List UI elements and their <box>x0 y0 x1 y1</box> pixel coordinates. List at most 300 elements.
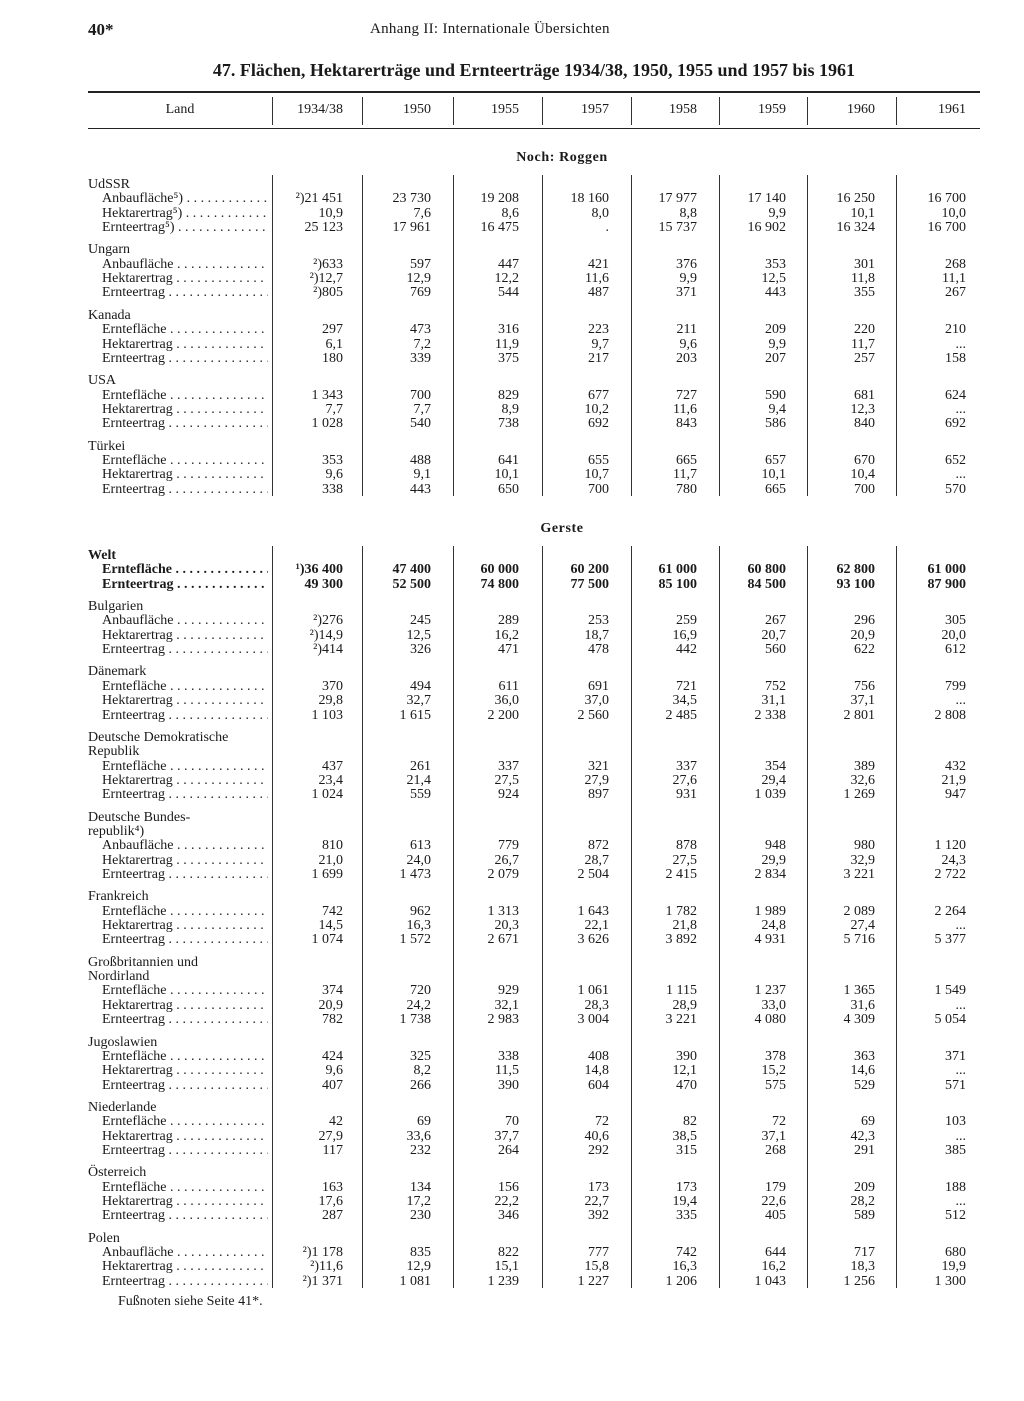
table-cell: ... <box>955 693 966 709</box>
table-cell: 27,5 <box>672 852 697 868</box>
table-cell: 163 <box>322 1179 343 1195</box>
table-cell: 12,5 <box>406 627 431 643</box>
table-cell: 980 <box>854 838 875 854</box>
table-cell: 1 615 <box>399 707 431 723</box>
table-cell: 471 <box>498 642 519 658</box>
table-cell: 12,2 <box>494 271 519 287</box>
table-cell: 8,6 <box>501 205 519 221</box>
table-cell: ... <box>955 918 966 934</box>
table-cell: 652 <box>945 452 966 468</box>
header-column-divider <box>362 97 363 125</box>
table-cell: 85 100 <box>658 576 697 592</box>
table-cell: 22,7 <box>584 1194 609 1209</box>
table-cell: 677 <box>588 387 609 403</box>
table-cell: 2 079 <box>487 867 519 882</box>
country-name: Ungarn <box>88 242 130 258</box>
table-cell: 24,8 <box>761 918 786 934</box>
table-cell: 2 671 <box>487 932 519 948</box>
table-cell: 21,8 <box>672 918 697 934</box>
table-cell: 843 <box>676 416 697 432</box>
table-cell: 42,3 <box>850 1128 875 1144</box>
table-cell: 389 <box>854 758 875 774</box>
table-cell: 1 024 <box>311 787 343 803</box>
row-label: Erntefläche . . . <box>102 1049 268 1065</box>
table-cell: ... <box>955 336 966 352</box>
table-cell: 23 730 <box>392 191 431 207</box>
table-cell: 253 <box>588 613 609 629</box>
header-column-divider <box>719 97 720 125</box>
table-cell: 10,9 <box>318 205 343 221</box>
row-label: Hektarertrag . . . <box>102 337 268 353</box>
column-head-year: 1934/38 <box>297 102 343 117</box>
table-cell: 692 <box>945 416 966 432</box>
table-cell: ... <box>955 1063 966 1079</box>
table-cell: 8,2 <box>413 1063 431 1079</box>
row-label: Hektarertrag . . . <box>102 271 268 287</box>
table-cell: 540 <box>410 416 431 432</box>
table-cell: 2 089 <box>843 903 875 919</box>
table-cell: 641 <box>498 452 519 468</box>
table-cell: 9,4 <box>768 401 786 417</box>
table-cell: 27,9 <box>318 1128 343 1144</box>
table-cell: 315 <box>676 1142 697 1158</box>
row-label: Ernteertrag . . . <box>102 932 268 948</box>
table-cell: 8,8 <box>679 205 697 221</box>
table-cell: 3 221 <box>843 867 875 882</box>
table-cell: 346 <box>498 1208 519 1224</box>
table-cell: 700 <box>410 387 431 403</box>
table-cell: 188 <box>945 1179 966 1195</box>
column-head-land: Land <box>165 102 195 117</box>
table-cell: 2 485 <box>665 707 697 723</box>
table-cell: 17 961 <box>392 220 431 236</box>
table-cell: 405 <box>765 1208 786 1224</box>
table-cell: 835 <box>410 1245 431 1261</box>
table-cell: 26,7 <box>494 852 519 868</box>
table-cell: 924 <box>498 787 519 803</box>
table-cell: 72 <box>772 1114 786 1130</box>
table-cell: 5 377 <box>934 932 966 948</box>
row-label: Ernteertrag . . . <box>102 642 268 658</box>
table-cell: ¹)36 400 <box>295 562 343 578</box>
table-cell: 11,7 <box>673 467 697 483</box>
country-name: Welt <box>88 548 116 563</box>
table-cell: 488 <box>410 452 431 468</box>
table-cell: 259 <box>676 613 697 629</box>
table-cell: ... <box>955 1194 966 1209</box>
row-label: Ernteertrag . . . <box>102 787 268 803</box>
table-cell: 134 <box>410 1179 431 1195</box>
table-cell: 437 <box>322 758 343 774</box>
country-name: Jugoslawien <box>88 1034 158 1050</box>
table-cell: 756 <box>854 678 875 694</box>
table-cell: 62 800 <box>836 562 875 578</box>
row-label: Hektarertrag . . . <box>102 998 268 1014</box>
table-cell: 22,2 <box>494 1194 519 1209</box>
table-cell: 7,6 <box>413 205 431 221</box>
column-divider <box>719 175 720 496</box>
table-cell: ... <box>955 467 966 483</box>
table-cell: 727 <box>676 387 697 403</box>
row-label: Hektarertrag . . . <box>102 1063 268 1079</box>
table-cell: 742 <box>322 903 343 919</box>
table-cell: 1 081 <box>399 1273 431 1289</box>
row-label: Hektarertrag . . . <box>102 1194 268 1210</box>
table-cell: 29,9 <box>761 852 786 868</box>
table-cell: 354 <box>765 758 786 774</box>
table-cell: 268 <box>765 1142 786 1158</box>
row-label: Erntefläche . . . <box>102 904 268 920</box>
table-cell: 665 <box>676 452 697 468</box>
table-cell: 11,9 <box>495 336 519 352</box>
table-cell: 297 <box>322 322 343 338</box>
table-cell: 9,6 <box>325 467 343 483</box>
running-head: Anhang II: Internationale Übersichten <box>370 21 610 37</box>
table-cell: 93 100 <box>836 576 875 592</box>
row-label: Hektarertrag . . . <box>102 402 268 418</box>
table-cell: 10,1 <box>850 205 875 221</box>
country-name: Großbritannien und <box>88 954 199 970</box>
table-cell: 390 <box>498 1077 519 1093</box>
table-cell: ²)12,7 <box>309 271 343 287</box>
table-cell: 376 <box>676 256 697 272</box>
table-cell: 37,1 <box>761 1128 786 1144</box>
table-cell: 1 643 <box>577 903 609 919</box>
table-cell: 447 <box>498 256 519 272</box>
table-cell: 12,9 <box>406 1259 431 1275</box>
table-cell: 424 <box>322 1048 343 1064</box>
table-cell: 16,9 <box>672 627 697 643</box>
table-cell: 12,1 <box>672 1063 697 1079</box>
table-cell: 363 <box>854 1048 875 1064</box>
table-cell: 220 <box>854 322 875 338</box>
table-cell: 655 <box>588 452 609 468</box>
table-cell: 2 808 <box>934 707 966 723</box>
row-label: Erntefläche . . . <box>102 388 268 404</box>
table-cell: 721 <box>676 678 697 694</box>
table-cell: 544 <box>498 285 519 301</box>
table-cell: 442 <box>676 642 697 658</box>
table-cell: 31,1 <box>761 693 786 709</box>
table-cell: 18,3 <box>850 1259 875 1275</box>
table-cell: 378 <box>765 1048 786 1064</box>
table-cell: 1 043 <box>754 1273 786 1289</box>
table-cell: 10,2 <box>584 401 609 417</box>
table-cell: 1 699 <box>311 867 343 882</box>
row-label: Hektarertrag⁵) . . . <box>102 206 268 222</box>
table-cell: 3 626 <box>577 932 609 948</box>
table-cell: 1 549 <box>934 983 966 999</box>
table-cell: 10,4 <box>850 467 875 483</box>
table-cell: 6,1 <box>325 336 343 352</box>
country-name: USA <box>88 373 117 389</box>
header-column-divider <box>453 97 454 125</box>
table-cell: 810 <box>322 838 343 854</box>
table-cell: ... <box>955 401 966 417</box>
table-cell: 32,9 <box>850 852 875 868</box>
table-cell: 266 <box>410 1077 431 1093</box>
table-cell: 2 504 <box>577 867 609 882</box>
table-cell: 2 834 <box>754 867 786 882</box>
table-cell: . <box>605 220 609 236</box>
table-cell: 5 054 <box>934 1012 966 1028</box>
table-cell: ²)1 178 <box>302 1245 343 1261</box>
table-cell: 156 <box>498 1179 519 1195</box>
country-name: Deutsche Bundes- <box>88 809 191 825</box>
table-cell: 11,6 <box>673 401 697 417</box>
table-cell: 230 <box>410 1208 431 1224</box>
table-cell: 245 <box>410 613 431 629</box>
table-cell: 20,9 <box>850 627 875 643</box>
row-label: Erntefläche . . . <box>102 453 268 469</box>
section-title: Noch: Roggen <box>516 150 608 165</box>
table-cell: 1 103 <box>311 707 343 723</box>
table-cell: 32,6 <box>850 772 875 788</box>
table-cell: 17 977 <box>658 191 697 207</box>
table-cell: 21,9 <box>941 772 966 788</box>
table-cell: 37,1 <box>850 693 875 709</box>
row-label: Ernteertrag . . . <box>102 1078 268 1094</box>
table-cell: 264 <box>498 1142 519 1158</box>
row-label: Ernteertrag . . . <box>102 482 268 498</box>
table-cell: 7,2 <box>413 336 431 352</box>
table-cell: 16 902 <box>747 220 786 236</box>
table-cell: 77 500 <box>570 576 609 592</box>
table-cell: 2 338 <box>754 707 786 723</box>
table-cell: ²)805 <box>313 285 343 301</box>
table-cell: 470 <box>676 1077 697 1093</box>
row-label: Hektarertrag . . . <box>102 1129 268 1145</box>
table-cell: 4 931 <box>754 932 786 948</box>
table-cell: 407 <box>322 1077 343 1093</box>
country-name: Bulgarien <box>88 599 144 615</box>
table-cell: 69 <box>417 1114 431 1130</box>
table-cell: 752 <box>765 678 786 694</box>
table-cell: 82 <box>683 1114 697 1130</box>
header-rule-bottom <box>88 128 980 129</box>
table-cell: 9,9 <box>768 336 786 352</box>
table-cell: 34,5 <box>672 693 697 709</box>
table-cell: 257 <box>854 350 875 366</box>
column-head-year: 1958 <box>669 102 697 117</box>
table-cell: 779 <box>498 838 519 854</box>
header-column-divider <box>272 97 273 125</box>
table-cell: 22,1 <box>584 918 609 934</box>
column-divider <box>631 175 632 496</box>
table-cell: 1 738 <box>399 1012 431 1028</box>
table-cell: 16,2 <box>494 627 519 643</box>
table-cell: 103 <box>945 1114 966 1130</box>
table-cell: 47 400 <box>392 562 431 578</box>
table-cell: 337 <box>498 758 519 774</box>
country-name: Österreich <box>88 1165 147 1181</box>
table-cell: 61 000 <box>927 562 966 578</box>
table-cell: 2 415 <box>665 867 697 882</box>
table-cell: 37,0 <box>584 693 609 709</box>
row-label: Anbaufläche . . . <box>102 1245 268 1261</box>
table-cell: 173 <box>588 1179 609 1195</box>
table-cell: 16 324 <box>836 220 875 236</box>
table-cell: 18 160 <box>570 191 609 207</box>
table-cell: 644 <box>765 1245 786 1261</box>
table-cell: 947 <box>945 787 966 803</box>
header-column-divider <box>807 97 808 125</box>
table-cell: ²)21 451 <box>295 191 343 207</box>
column-divider <box>807 175 808 496</box>
table-cell: 1 237 <box>754 983 786 999</box>
table-cell: 11,7 <box>851 336 875 352</box>
table-cell: 23,4 <box>318 772 343 788</box>
table-cell: 209 <box>854 1179 875 1195</box>
table-cell: 742 <box>676 1245 697 1261</box>
row-label: Ernteertrag . . . <box>102 351 268 367</box>
table-cell: 16 700 <box>927 220 966 236</box>
row-label: Ernteertrag . . . <box>102 1012 268 1028</box>
table-cell: ²)633 <box>313 256 343 272</box>
table-cell: 33,0 <box>761 997 786 1013</box>
table-cell: 268 <box>945 256 966 272</box>
column-divider <box>719 546 720 1288</box>
table-cell: 19,4 <box>672 1194 697 1209</box>
country-name: Niederlande <box>88 1099 157 1115</box>
table-cell: 1 206 <box>665 1273 697 1289</box>
table-cell: 338 <box>322 481 343 497</box>
row-label: Ernteertrag . . . <box>102 867 268 883</box>
table-cell: 179 <box>765 1179 786 1195</box>
table-cell: 353 <box>765 256 786 272</box>
row-label: Anbaufläche . . . <box>102 838 268 854</box>
table-cell: 2 801 <box>843 707 875 723</box>
table-cell: 74 800 <box>480 576 519 592</box>
column-divider <box>896 175 897 496</box>
table-cell: 20,0 <box>941 627 966 643</box>
row-label: Ernteertrag . . . <box>102 285 268 301</box>
column-head-year: 1957 <box>581 102 609 117</box>
table-cell: 16,3 <box>672 1259 697 1275</box>
table-cell: 60 200 <box>570 562 609 578</box>
column-divider <box>272 546 273 1288</box>
table-cell: 3 221 <box>665 1012 697 1028</box>
table-cell: 780 <box>676 481 697 497</box>
table-cell: 650 <box>498 481 519 497</box>
table-cell: 49 300 <box>304 576 343 592</box>
country-name: Türkei <box>88 438 126 454</box>
table-cell: 9,9 <box>768 205 786 221</box>
header-column-divider <box>896 97 897 125</box>
table-cell: 10,1 <box>761 467 786 483</box>
table-cell: 512 <box>945 1208 966 1224</box>
table-title: 47. Flächen, Hektarerträge und Ernteerträge 1934/38, 1950, 1955 und 1957 bis 1961 <box>212 60 856 80</box>
table-cell: 14,6 <box>850 1063 875 1079</box>
row-label: Ernteertrag . . . <box>102 1143 268 1159</box>
table-cell: 17,2 <box>406 1194 431 1209</box>
row-label: Anbaufläche . . . <box>102 257 268 273</box>
table-cell: 1 365 <box>843 983 875 999</box>
table-cell: 18,7 <box>584 627 609 643</box>
row-label: Erntefläche . . . <box>102 1180 268 1196</box>
table-cell: 590 <box>765 387 786 403</box>
table-cell: 223 <box>588 322 609 338</box>
table-cell: 777 <box>588 1245 609 1261</box>
table-cell: 604 <box>588 1077 609 1093</box>
table-cell: 612 <box>945 642 966 658</box>
table-cell: 3 004 <box>577 1012 609 1028</box>
table-cell: 4 080 <box>754 1012 786 1028</box>
column-divider <box>453 546 454 1288</box>
table-cell: 738 <box>498 416 519 432</box>
table-cell: 931 <box>676 787 697 803</box>
table-cell: 494 <box>410 678 431 694</box>
table-cell: 267 <box>765 613 786 629</box>
table-cell: 897 <box>588 787 609 803</box>
table-cell: 611 <box>498 678 519 694</box>
row-label: Hektarertrag . . . <box>102 853 268 869</box>
table-cell: 1 256 <box>843 1273 875 1289</box>
table-cell: 720 <box>410 983 431 999</box>
table-cell: 691 <box>588 678 609 694</box>
table-cell: 32,7 <box>406 693 431 709</box>
table-cell: 11,6 <box>585 271 609 287</box>
table-cell: 624 <box>945 387 966 403</box>
column-head-year: 1961 <box>938 102 966 117</box>
column-divider <box>542 546 543 1288</box>
row-label: Hektarertrag . . . <box>102 1259 268 1275</box>
table-cell: 692 <box>588 416 609 432</box>
table-cell: 529 <box>854 1077 875 1093</box>
table-cell: 16,2 <box>761 1259 786 1275</box>
column-divider <box>362 175 363 496</box>
table-cell: 700 <box>588 481 609 497</box>
table-cell: 9,6 <box>679 336 697 352</box>
table-cell: 24,0 <box>406 852 431 868</box>
table-cell: 14,5 <box>318 918 343 934</box>
table-cell: 622 <box>854 642 875 658</box>
table-cell: 8,9 <box>501 401 519 417</box>
table-cell: 16 250 <box>836 191 875 207</box>
table-cell: 22,6 <box>761 1194 786 1209</box>
table-cell: 571 <box>945 1077 966 1093</box>
table-cell: 665 <box>765 481 786 497</box>
column-head-year: 1950 <box>403 102 431 117</box>
table-cell: 52 500 <box>392 576 431 592</box>
table-cell: 287 <box>322 1208 343 1224</box>
table-cell: 158 <box>945 350 966 366</box>
table-cell: 38,5 <box>672 1128 697 1144</box>
table-cell: 822 <box>498 1245 519 1261</box>
table-cell: 338 <box>498 1048 519 1064</box>
table-cell: 487 <box>588 285 609 301</box>
table-cell: 40,6 <box>584 1128 609 1144</box>
table-cell: 28,3 <box>584 997 609 1013</box>
column-divider <box>631 546 632 1288</box>
table-cell: 267 <box>945 285 966 301</box>
table-cell: 15,8 <box>584 1259 609 1275</box>
table-cell: 335 <box>676 1208 697 1224</box>
footnote: Fußnoten siehe Seite 41*. <box>118 1294 263 1309</box>
table-cell: 31,6 <box>850 997 875 1013</box>
table-cell: 962 <box>410 903 431 919</box>
table-cell: 217 <box>588 350 609 366</box>
table-cell: 15,2 <box>761 1063 786 1079</box>
table-cell: 1 300 <box>934 1273 966 1289</box>
table-cell: 478 <box>588 642 609 658</box>
header-column-divider <box>631 97 632 125</box>
table-cell: 20,7 <box>761 627 786 643</box>
table-cell: 29,4 <box>761 772 786 788</box>
table-cell: 7,7 <box>325 401 343 417</box>
table-cell: 16 700 <box>927 191 966 207</box>
table-cell: 296 <box>854 613 875 629</box>
